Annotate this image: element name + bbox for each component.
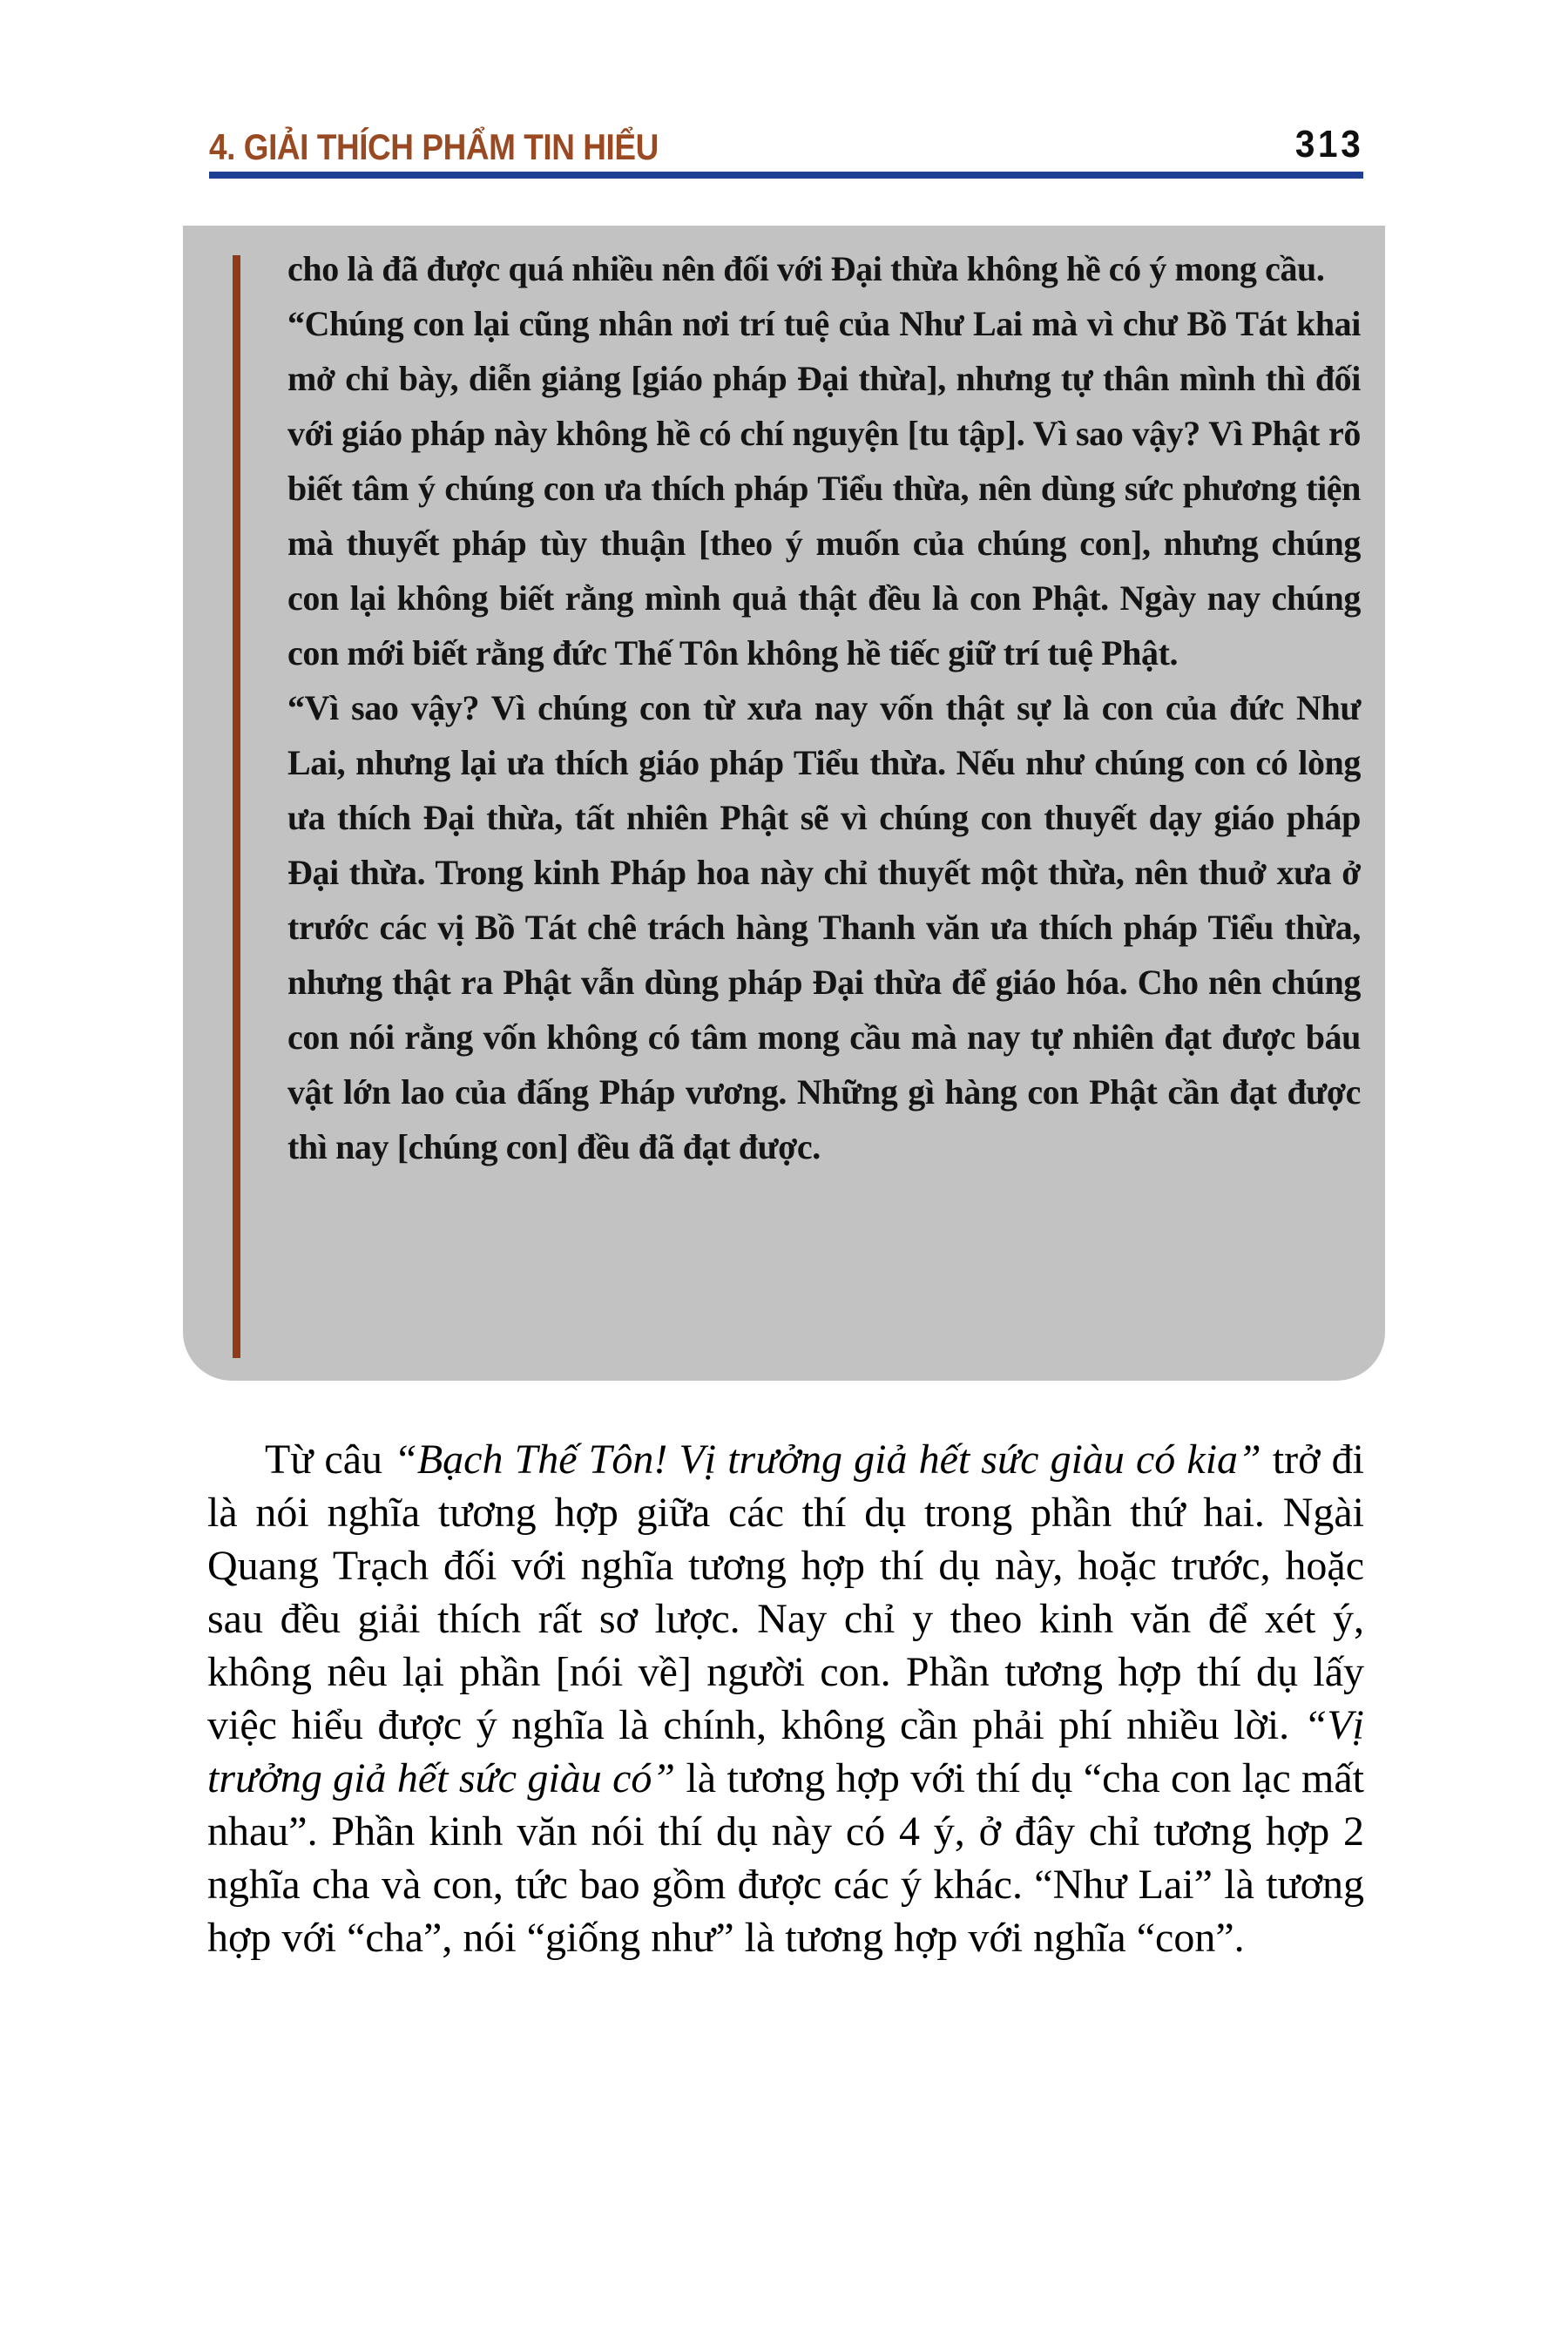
commentary-segment: Từ câu xyxy=(265,1436,395,1483)
header-divider-rule xyxy=(209,172,1363,179)
commentary-quote-segment: “Bạch Thế Tôn! Vị trưởng giả hết sức giàu có kia” xyxy=(394,1436,1261,1483)
commentary-segment: trở đi là nói nghĩa tương hợp giữa các thí dụ trong phần thứ hai. Ngài Quang Trạch đối với nghĩa tương hợp thí dụ này, hoặc trước, hoặc sau đều giải thích rất sơ lược. Nay chỉ y theo kinh văn để xét ý, không nêu lại phần [nói về] người con. Phần tương hợp thí dụ lấy việc hiểu được ý nghĩa là chính, không cần phải phí nhiều lời. xyxy=(207,1436,1364,1748)
quote-text xyxy=(287,241,1361,1174)
commentary-text xyxy=(207,1433,1364,1964)
chapter-header-title: 4. GIẢI THÍCH PHẨM TIN HIỂU xyxy=(209,126,659,167)
quote-paragraph: “Chúng con lại cũng nhân nơi trí tuệ của Như Lai mà vì chư Bồ Tát khai mở chỉ bày, diễn giảng [giáo pháp Đại thừa], nhưng tự thân mình thì đối với giáo pháp này không hề có chí nguyện [tu tập]. Vì sao vậy? Vì Phật rõ biết tâm ý chúng con ưa thích pháp Tiểu thừa, nên dùng sức phương tiện mà thuyết pháp tùy thuận [theo ý muốn của chúng con], nhưng chúng con lại không biết rằng mình quả thật đều là con Phật. Ngày nay chúng con mới biết rằng đức Thế Tôn không hề tiếc giữ trí tuệ Phật. xyxy=(287,304,1361,672)
page-number: 313 xyxy=(1294,123,1363,166)
commentary-paragraph xyxy=(207,1433,1364,1964)
quote-accent-bar xyxy=(233,255,240,1358)
commentary-quote-segment: “Vị trưởng giả hết sức giàu có” xyxy=(207,1702,1364,1801)
scripture-quote-block xyxy=(183,226,1385,1381)
commentary-segment: là tương hợp với thí dụ “cha con lạc mất nhau”. Phần kinh văn nói thí dụ này có 4 ý, ở đây chỉ tương hợp 2 nghĩa cha và con, tức bao gồm được các ý khác. “Như Lai” là tương hợp với “cha”, nói “giống như” là tương hợp với nghĩa “con”. xyxy=(207,1755,1364,1961)
quote-paragraph: cho là đã được quá nhiều nên đối với Đại thừa không hề có ý mong cầu. xyxy=(287,249,1325,288)
quote-paragraph: “Vì sao vậy? Vì chúng con từ xưa nay vốn thật sự là con của đức Như Lai, nhưng lại ưa thích giáo pháp Tiểu thừa. Nếu như chúng con có lòng ưa thích Đại thừa, tất nhiên Phật sẽ vì chúng con thuyết dạy giáo pháp Đại thừa. Trong kinh Pháp hoa này chỉ thuyết một thừa, nên thuở xưa ở trước các vị Bồ Tát chê trách hàng Thanh văn ưa thích pháp Tiểu thừa, nhưng thật ra Phật vẫn dùng pháp Đại thừa để giáo hóa. Cho nên chúng con nói rằng vốn không có tâm mong cầu mà nay tự nhiên đạt được báu vật lớn lao của đấng Pháp vương. Những gì hàng con Phật cần đạt được thì nay [chúng con] đều đã đạt được. xyxy=(287,688,1361,1166)
